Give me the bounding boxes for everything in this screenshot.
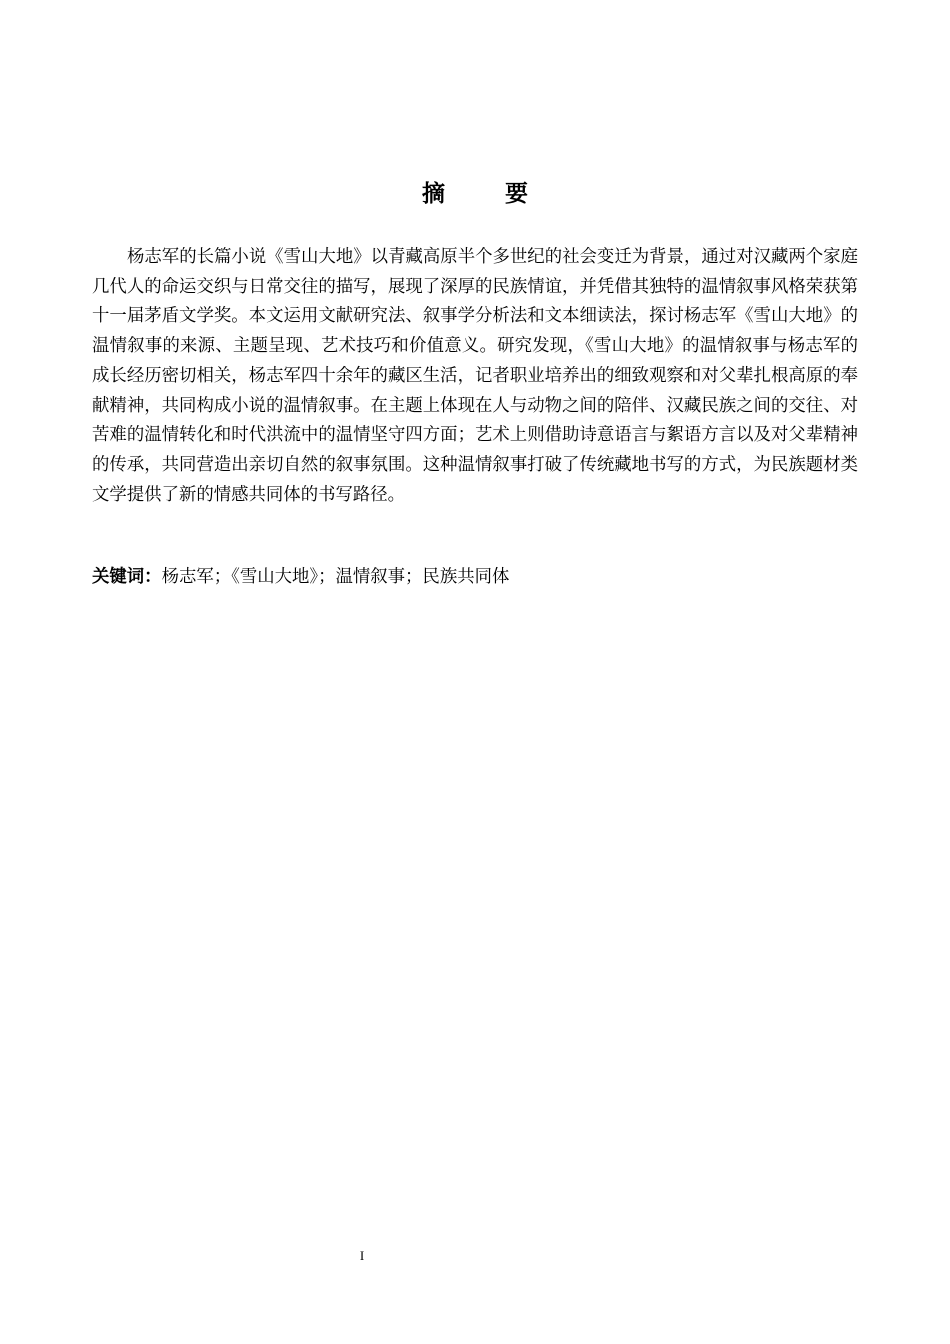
- keywords-line: [92, 563, 858, 593]
- page-number: I: [359, 1248, 365, 1263]
- keywords-list: 杨志军；《雪山大地》；温情叙事；民族共同体: [161, 567, 510, 587]
- abstract-title: 摘 要: [421, 181, 554, 207]
- keywords-label: 关键词：: [92, 567, 162, 587]
- abstract-body: 杨志军的长篇小说《雪山大地》以青藏高原半个多世纪的社会变迁为背景，通过对汉藏两个家庭几代人的命运交织与日常交往的描写，展现了深厚的民族情谊，并凭借其独特的温情叙事风格荣获第十一届茅盾文学奖。本文运用文献研究法、叙事学分析法和文本细读法，探讨杨志军《雪山大地》的温情叙事的来源、主题呈现、艺术技巧和价值意义。研究发现，《雪山大地》的温情叙事与杨志军的成长经历密切相关，杨志军四十余年的藏区生活，记者职业培养出的细致观察和对父辈扎根高原的奉献精神，共同构成小说的温情叙事。在主题上体现在人与动物之间的陪伴、汉藏民族之间的交往、对苦难的温情转化和时代洪流中的温情坚守四方面；艺术上则借助诗意语言与絮语方言以及对父辈精神的传承，共同营造出亲切自然的叙事氛围。这种温情叙事打破了传统藏地书写的方式，为民族题材类文学提供了新的情感共同体的书写路径。: [92, 247, 858, 505]
